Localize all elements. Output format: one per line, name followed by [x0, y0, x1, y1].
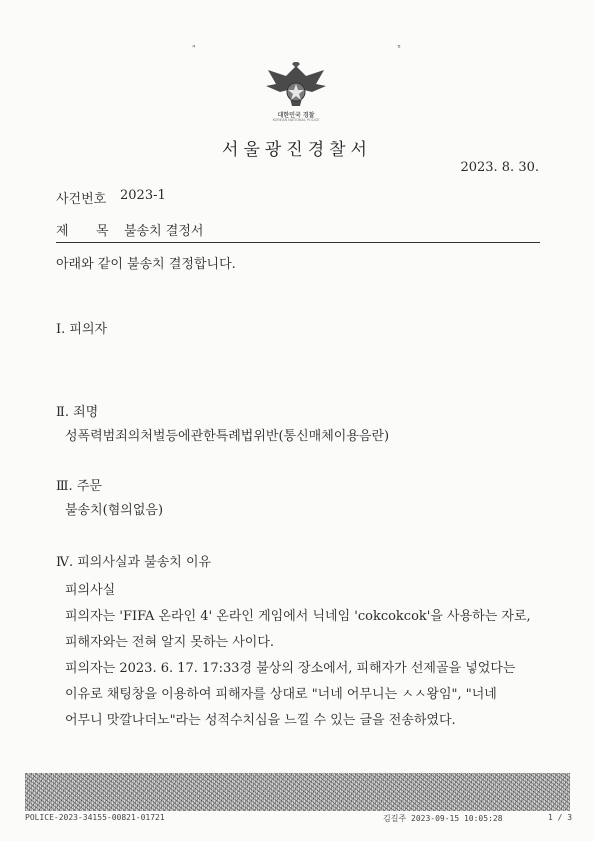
divider — [56, 242, 540, 243]
subject-label: 제 — [56, 224, 69, 239]
stray-mark: " — [192, 44, 196, 53]
facts-line: 어무니 맛깔나더노"라는 성적수치심을 느낄 수 있는 글을 전송하였다. — [65, 713, 456, 728]
charge-text: 성폭력범죄의처벌등에관한특례법위반(통신매체이용음란) — [65, 429, 390, 444]
agency-name: 대한민국 경찰 — [277, 112, 315, 119]
document-date: 2023. 8. 30. — [460, 160, 539, 175]
facts-line: 피의자는 2023. 6. 17. 17:33경 불상의 장소에서, 피해자가 선제골을 넣었다는 — [65, 661, 516, 676]
agency-name-en: KOREAN NATIONAL POLICE — [272, 118, 320, 122]
case-number-value: 2023-1 — [120, 188, 166, 203]
facts-line: 피해자와는 전혀 알지 못하는 사이다. — [65, 635, 275, 650]
section-heading-facts: Ⅳ. 피의사실과 불송치 이유 — [56, 555, 212, 570]
subject-value: 불송치 결정서 — [124, 224, 204, 239]
security-noise-band — [25, 773, 570, 811]
station-title: 서울광진경찰서 — [222, 140, 372, 160]
stray-mark: ° — [397, 44, 401, 53]
facts-line: 피의자는 'FIFA 온라인 4' 온라인 게임에서 닉네임 'cokcokcok'을 사용하는 자로, — [65, 609, 531, 624]
section-heading-suspect: Ⅰ. 피의자 — [56, 322, 108, 337]
footer-doc-id: POLICE-2023-34155-00821-01721 — [25, 813, 165, 822]
intro-text: 아래와 같이 불송치 결정합니다. — [56, 257, 236, 272]
footer-page-number: 1 / 3 — [548, 813, 573, 822]
disposition-text: 불송치(혐의없음) — [65, 503, 164, 518]
footer-print-info: 김길주 2023-09-15 10:05:28 — [383, 814, 503, 823]
section-heading-disposition: Ⅲ. 주문 — [56, 479, 102, 494]
subject-label: 목 — [96, 224, 109, 239]
section-heading-charge: Ⅱ. 죄명 — [56, 405, 99, 420]
case-number-label: 사건번호 — [56, 192, 107, 207]
facts-subheading: 피의사실 — [65, 583, 116, 598]
facts-line: 이유로 채팅창을 이용하여 피해자를 상대로 "너네 어무니는 ㅅㅅ왕임", "너네 — [65, 687, 497, 702]
